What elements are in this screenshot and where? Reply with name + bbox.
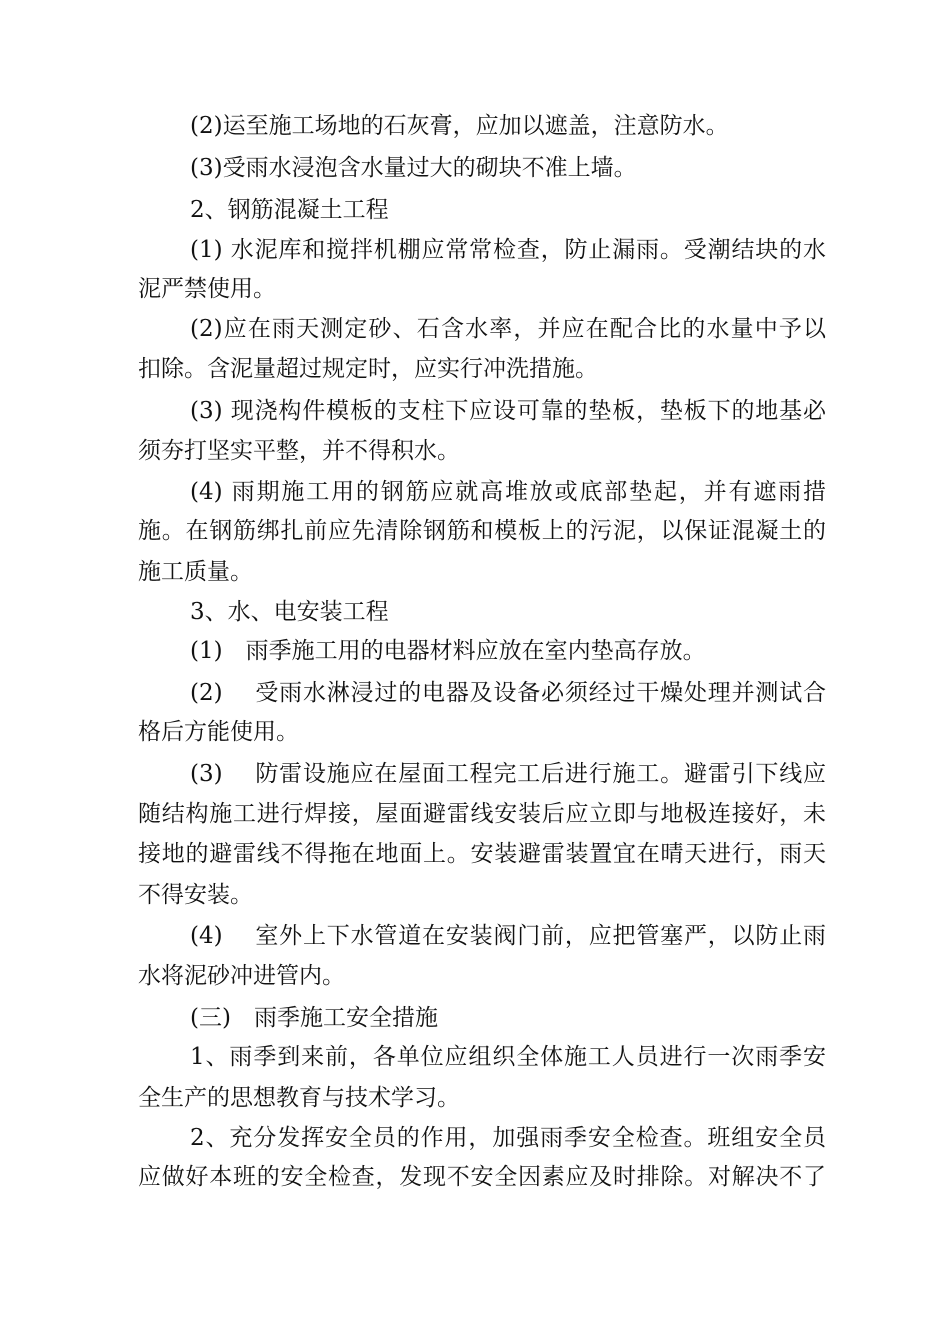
text-line: 应做好本班的安全检查，发现不安全因素应及时排除。对解决不了 bbox=[138, 1164, 826, 1190]
text-line: 不得安装。 bbox=[138, 882, 253, 908]
text-line: (1) 水泥库和搅拌机棚应常常检查，防止漏雨。受潮结块的水 bbox=[190, 237, 826, 263]
text-line: 水将泥砂冲进管内。 bbox=[138, 963, 345, 989]
text-line: (4) 雨期施工用的钢筋应就高堆放或底部垫起，并有遮雨措 bbox=[190, 479, 826, 505]
text-line: 扣除。含泥量超过规定时，应实行冲洗措施。 bbox=[138, 356, 598, 382]
section-heading: (三) 雨季施工安全措施 bbox=[190, 1005, 438, 1031]
text-line: 施。在钢筋绑扎前应先清除钢筋和模板上的污泥，以保证混凝土的 bbox=[138, 518, 826, 544]
text-line: 须夯打坚实平整，并不得积水。 bbox=[138, 438, 460, 464]
text-line: (2)应在雨天测定砂、石含水率，并应在配合比的水量中予以 bbox=[190, 316, 826, 342]
text-line: (4) 室外上下水管道在安装阀门前，应把管塞严，以防止雨 bbox=[190, 923, 826, 949]
text-line: 施工质量。 bbox=[138, 559, 253, 585]
section-heading: 3、水、电安装工程 bbox=[190, 599, 389, 625]
text-line: 接地的避雷线不得拖在地面上。安装避雷装置宜在晴天进行，雨天 bbox=[138, 841, 826, 867]
text-line: (3)受雨水浸泡含水量过大的砌块不准上墙。 bbox=[190, 155, 637, 181]
text-line: (3) 防雷设施应在屋面工程完工后进行施工。避雷引下线应 bbox=[190, 761, 826, 787]
section-heading: 2、钢筋混凝土工程 bbox=[190, 197, 389, 223]
text-line: 格后方能使用。 bbox=[138, 719, 299, 745]
text-line: (1) 雨季施工用的电器材料应放在室内垫高存放。 bbox=[190, 638, 706, 664]
text-line: 全生产的思想教育与技术学习。 bbox=[138, 1085, 460, 1111]
text-line: (2)运至施工场地的石灰膏，应加以遮盖，注意防水。 bbox=[190, 113, 729, 139]
text-line: (2) 受雨水淋浸过的电器及设备必须经过干燥处理并测试合 bbox=[190, 680, 826, 706]
text-line: 泥严禁使用。 bbox=[138, 276, 276, 302]
text-line: 2、充分发挥安全员的作用，加强雨季安全检查。班组安全员 bbox=[190, 1125, 826, 1151]
text-line: 随结构施工进行焊接，屋面避雷线安装后应立即与地极连接好，未 bbox=[138, 801, 826, 827]
text-line: (3) 现浇构件模板的支柱下应设可靠的垫板，垫板下的地基必 bbox=[190, 398, 826, 424]
text-line: 1、雨季到来前，各单位应组织全体施工人员进行一次雨季安 bbox=[190, 1044, 826, 1070]
